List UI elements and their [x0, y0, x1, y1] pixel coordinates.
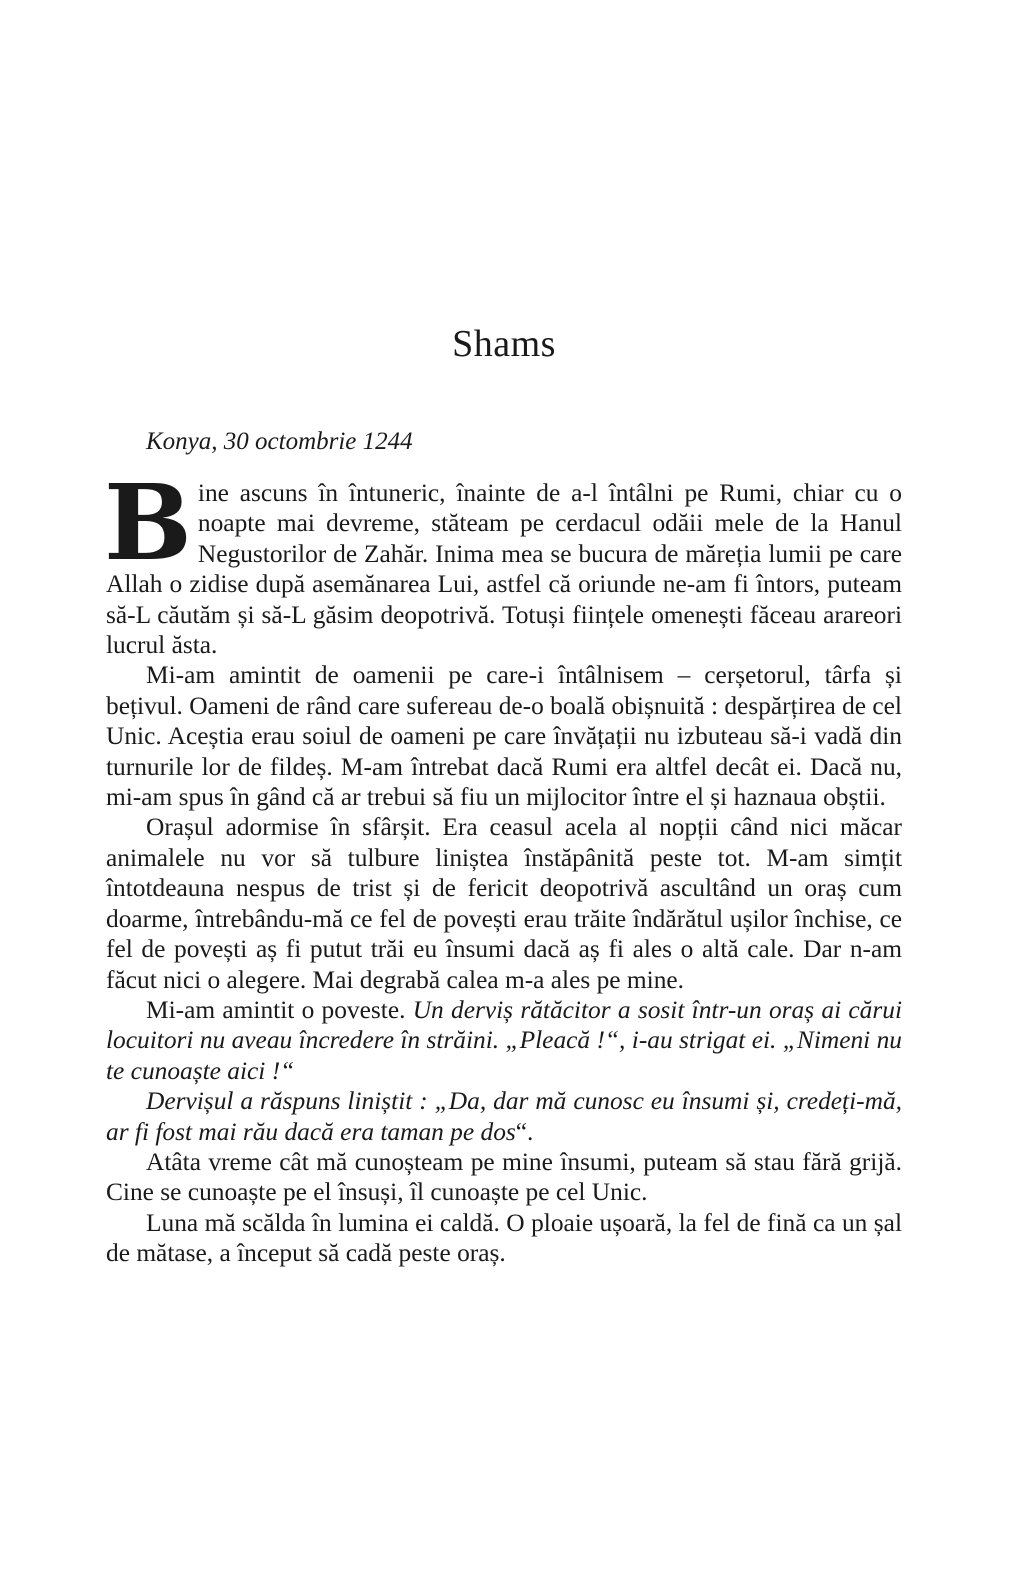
paragraph-1	[104, 461, 902, 660]
paragraph-text: Mi-am amintit o poveste.	[146, 995, 413, 1024]
body-text	[104, 461, 902, 1269]
drop-cap: B	[104, 461, 192, 584]
closing-quote: “.	[515, 1117, 534, 1146]
italic-story: Dervișul a răspuns liniștit : „Da, dar mă cunosc eu însumi și, credeți-mă, ar fi fost mai rău dacă era taman pe dos	[106, 1087, 902, 1146]
paragraph-text: Luna mă scălda în lumina ei caldă. O ploaie ușoară, la fel de fină ca un șal de mătase, a început să cadă peste oraș.	[106, 1208, 902, 1268]
paragraph-5	[106, 1086, 902, 1147]
paragraph-2	[106, 660, 902, 812]
paragraph-6	[106, 1147, 902, 1208]
paragraph-text: Orașul adormise în sfârșit. Era ceasul acela al nopții când nici măcar animalele nu vor să tulbure liniștea înstăpânită peste tot. M-am simțit întotdeauna nespus de trist și de fericit deopotrivă ascultând un oraș cum doarme, întrebându-mă ce fel de povești erau trăite îndărătul ușilor închise, ce fel de povești aș fi putut trăi eu însumi dacă aș fi ales o altă cale. Dar n-am făcut nici o alegere. Mai degrabă calea m-a ales pe mine.	[106, 813, 902, 994]
paragraph-text: Mi-am amintit de oamenii pe care-i întâlnisem – cerșetorul, târfa și bețivul. Oameni de rând care sufereau de-o boală obișnuită : despărțirea de cel Unic. Aceștia erau soiul de oameni pe care învățații nu izbuteau să-i vadă din turnurile lor de fildeș. M-am întrebat dacă Rumi era altfel decât ei. Dacă nu, mi-am spus în gând că ar trebui să fiu un mijlocitor între el și haznaua obștii.	[106, 661, 902, 812]
paragraph-4	[106, 995, 902, 1086]
paragraph-3	[106, 812, 902, 994]
italic-story: Un derviș rătăcitor a sosit într-un oraș ai cărui locuitori nu aveau încredere în străini. „Pleacă !“, i-au strigat ei. „Nimeni nu te cunoaște aici !“	[106, 995, 902, 1085]
paragraph-7	[106, 1208, 902, 1269]
paragraph-text: Atâta vreme cât mă cunoșteam pe mine însumi, puteam să stau fără grijă. Cine se cunoaște pe el însuși, îl cunoaște pe cel Unic.	[106, 1147, 902, 1207]
dateline: Konya, 30 octombrie 1244	[146, 428, 413, 455]
chapter-title: Shams	[452, 323, 556, 365]
paragraph-text: ine ascuns în întuneric, înainte de a-l întâlni pe Rumi, chiar cu o noapte mai devreme, stăteam pe cerdacul odăii mele de la Hanul Negustorilor de Zahăr. Inima mea se bucura de măreția lumii pe care Allah o zidise după asemănarea Lui, astfel că oriunde ne-am fi întors, puteam să-L căutăm și să-L găsim deopotrivă. Totuși ființele omenești făceau arareori lucrul ăsta.	[106, 479, 902, 660]
